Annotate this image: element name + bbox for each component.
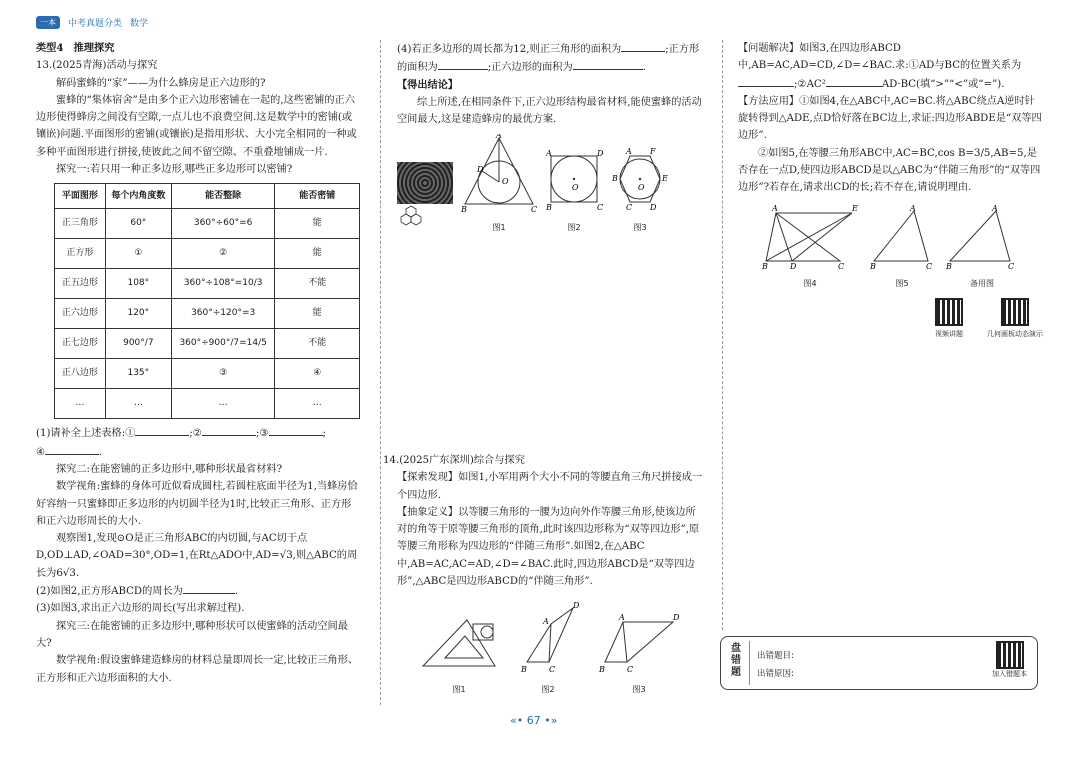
svg-text:F: F: [650, 148, 656, 157]
svg-text:C: C: [626, 203, 633, 213]
table-header: 能否密铺: [275, 184, 360, 209]
svg-text:B: B: [599, 665, 605, 675]
table-header: 能否整除: [171, 184, 275, 209]
right-column: [738, 40, 1043, 344]
svg-text:C: C: [549, 665, 556, 675]
conclusion-title: 【得出结论】: [397, 78, 459, 91]
svg-text:B: B: [521, 665, 527, 675]
svg-text:A: A: [626, 148, 632, 157]
svg-text:B: B: [870, 261, 876, 269]
wrong-reason-label: 出错原因:: [757, 669, 794, 679]
svg-text:O: O: [572, 183, 579, 193]
q14-title: 14.(2025广东深圳)综合与探究: [383, 455, 525, 466]
fig14-3: [597, 614, 681, 698]
geometry-qr[interactable]: 几何画板动态演示: [987, 298, 1043, 343]
middle-column: [397, 40, 709, 236]
table-header: 每个内角度数: [105, 184, 171, 209]
svg-text:C: C: [627, 665, 634, 675]
spare-figure: [946, 205, 1018, 293]
figure-3: [609, 148, 671, 236]
observe: 观察图1,发现⊙O是正三角形ABC的内切圆,与AC切于点D,OD⊥AD,∠OAD=30°,OD=1,在Rt△ADO中,AD=√3,则△ABC的周长为6√3.: [36, 533, 358, 579]
svg-text:B: B: [612, 174, 618, 184]
math-view: 数学视角:蜜蜂的身体可近似看成圆柱,若圆柱底面半径为1,当蜂房恰好容纳一只蜜蜂即正多边形的内切圆半径为1时,比较正三角形、正方形和正六边形周长的大小.: [36, 481, 358, 527]
table-row: 正三角形 60° 360°÷60°=6 能: [55, 209, 360, 239]
svg-text:E: E: [662, 174, 668, 184]
svg-text:C: C: [926, 261, 933, 269]
page-number: «• 67 •»: [510, 714, 558, 727]
table-header: 平面图形: [55, 184, 106, 209]
table-row: 正六边形 120° 360°÷120°=3 能: [55, 299, 360, 329]
fig-caption: 图4: [803, 278, 817, 288]
table-row: 正五边形 108° 360°÷108°=10/3 不能: [55, 269, 360, 299]
honeycomb-photo: [397, 162, 453, 236]
figure-1: [459, 134, 539, 236]
svg-text:A: A: [910, 204, 916, 213]
fig-caption: 图3: [633, 222, 647, 232]
fig-caption: 图2: [541, 684, 555, 694]
page-header: [36, 14, 148, 30]
figure-4: [762, 205, 858, 293]
fig-caption: 图2: [567, 222, 581, 232]
type-title: 类型4 推理探究: [36, 42, 115, 54]
svg-text:A: A: [772, 204, 778, 213]
figure-2: [545, 148, 603, 236]
fig-caption: 图1: [452, 684, 466, 694]
explore-three: 探究三:在能密铺的正多边形中,哪种形状可以使蜜蜂的活动空间最大?: [36, 620, 348, 649]
hexagon-figures: [397, 134, 709, 236]
subject: 数学: [130, 18, 149, 29]
table-row: 正八边形 135° ③ ④: [55, 359, 360, 389]
abstract-definition: 【抽象定义】以等腰三角形的一腰为边向外作等腰三角形,使该边所对的角等于原等腰三角形的顶角,此时该四边形称为“双等四边形”,原等腰三角形称为四边形的“伴随三角形”.如图2,在△ABC中,AB=AC,AC=AD,∠D=∠BAC.此时,四边形ABCD是“双等四边形”,△ABC是四边形ABCD的“伴随三角形”.: [397, 506, 700, 588]
figure-5: [870, 205, 934, 293]
svg-text:A: A: [992, 204, 998, 213]
q13-intro: 解码蜜蜂的“家”——为什么蜂房是正六边形的?: [56, 77, 266, 89]
conclusion: 综上所述,在相同条件下,正六边形结构最省材料,能使蜜蜂的活动空间最大,这是建造蜂房的最优方案.: [397, 96, 702, 126]
svg-text:E: E: [852, 204, 858, 213]
svg-text:D: D: [597, 149, 603, 159]
explore-one: 探究一:若只用一种正多边形,哪些正多边形可以密铺?: [56, 164, 293, 176]
method-apply-2: ②如图5,在等腰三角形ABC中,AC=BC,cos B=3/5,AB=5,是否存在一点D,使四边形ABCD是以△ABC为“伴随三角形”的“双等四边形”?若存在,请求出CD的长;若不存在,请说明理由.: [738, 147, 1041, 194]
explore-two: 探究二:在能密铺的正多边形中,哪种形状最省材料?: [56, 463, 283, 475]
wrong-answer-box: [720, 636, 1038, 690]
video-qr[interactable]: 视频讲题: [935, 298, 963, 343]
svg-text:A: A: [546, 149, 552, 159]
svg-text:C: C: [597, 203, 603, 213]
fig14-1: [419, 610, 499, 698]
q4: (4)若正多边形的周长都为12,则正三角形的面积为 ;正方形的面积为 ;正六边形的面积为 .: [397, 40, 709, 77]
wrong-title: 盘错题: [731, 643, 741, 678]
q2: (2)如图2,正方形ABCD的周长为 .: [36, 582, 360, 600]
q1: (1)请补全上述表格:① ;② ;③ ;: [36, 424, 360, 442]
math-view-2: 数学视角:假设蜜蜂建造蜂房的材料总量即周长一定,比较正三角形、正方形和正六边形面积的大小.: [36, 655, 359, 684]
hex-cluster-icon: [397, 204, 437, 230]
svg-text:D: D: [673, 614, 680, 623]
svg-text:D: D: [573, 601, 579, 611]
svg-text:A: A: [543, 617, 549, 627]
svg-text:C: C: [531, 205, 538, 213]
polygon-table: [54, 183, 360, 419]
svg-text:B: B: [546, 203, 552, 213]
svg-text:D: D: [790, 261, 797, 269]
q14-block: [383, 452, 703, 698]
problem-solve: 【问题解决】如图3,在四边形ABCD中,AB=AC,AD=CD,∠D=∠BAC.求:①AD与BC的位置关系为;②AC² AD·BC(填“>”“<”或“=”).: [738, 43, 1022, 90]
wrong-question-label: 出错题目:: [757, 651, 794, 661]
fig-caption: 图3: [632, 684, 646, 694]
table-row: … … … …: [55, 389, 360, 419]
svg-text:A: A: [619, 614, 625, 623]
method-apply: 【方法应用】①如图4,在△ABC中,AC=BC.将△ABC绕点A逆时针旋转得到△ADE,点D恰好落在BC边上,求证:四边形ABDE是“双等四边形”.: [738, 95, 1042, 142]
brand-logo: 一本: [36, 16, 60, 29]
fig-caption: 图5: [895, 278, 909, 288]
svg-text:O: O: [638, 183, 645, 193]
column-divider: [380, 40, 381, 705]
q3: (3)如图3,求出正六边形的周长(写出求解过程).: [36, 603, 245, 615]
qr-codes: [738, 298, 1043, 343]
svg-text:C: C: [838, 261, 845, 269]
left-column: [36, 40, 360, 687]
table-row: 正方形 ① ② 能: [55, 239, 360, 269]
q13-paragraph: 蜜蜂的“集体宿舍”是由多个正六边形密铺在一起的,这些密铺的正六边形使得蜂房之间没有空隙,一点儿也不浪费空间.这是数学中的密铺(或镶嵌)问题.平面图形的密铺(或镶嵌)是指用形状、大小完全相同的一种或多种平面图形进行拼接,使彼此之间不留空隙、不重叠地铺成一片.: [36, 94, 357, 158]
svg-text:D: D: [477, 165, 484, 175]
svg-text:D: D: [650, 203, 657, 213]
right-figures: [762, 205, 1043, 293]
discover: 【探索发现】如图1,小军用两个大小不同的等腰直角三角尺拼接成一个四边形.: [397, 472, 703, 501]
svg-text:B: B: [762, 261, 768, 269]
svg-text:C: C: [1008, 261, 1015, 269]
fig-caption: 图1: [492, 222, 506, 232]
q1-cont: ④ .: [36, 443, 360, 461]
fig14-2: [517, 600, 579, 698]
book-title: 中考真题分类: [68, 18, 123, 29]
fig-caption: 备用图: [970, 278, 994, 288]
add-wrongbook-qr[interactable]: 加入错题本: [992, 641, 1027, 679]
table-row: 正七边形 900°/7 360°÷900°/7=14/5 不能: [55, 329, 360, 359]
svg-text:B: B: [946, 261, 952, 269]
svg-text:B: B: [461, 205, 467, 213]
q14-figures: [419, 600, 703, 698]
svg-text:A: A: [496, 134, 502, 141]
svg-text:O: O: [502, 177, 509, 187]
column-divider: [722, 40, 723, 630]
q13-title: 13.(2025青海)活动与探究: [36, 60, 158, 72]
